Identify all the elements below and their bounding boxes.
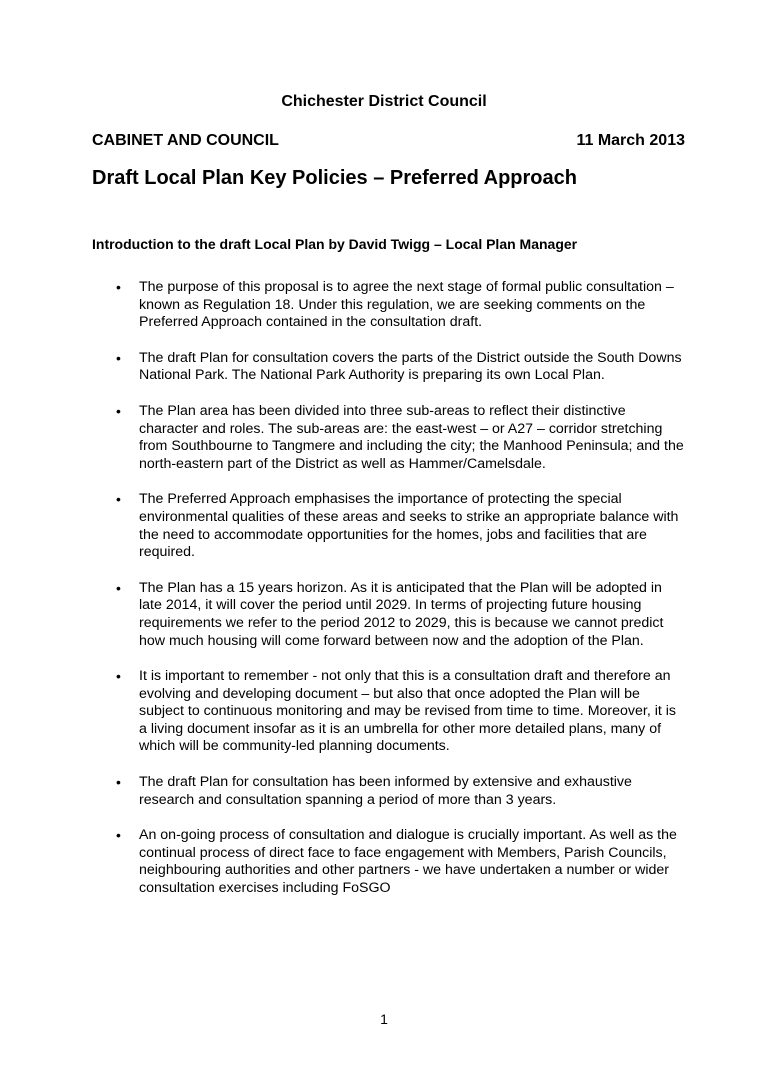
list-item bbox=[0, 827, 768, 897]
bullet-icon: • bbox=[116, 774, 121, 791]
meeting-date: 11 March 2013 bbox=[576, 132, 685, 149]
list-item bbox=[0, 350, 768, 385]
bullet-icon: • bbox=[116, 491, 121, 508]
bullet-icon: • bbox=[116, 827, 121, 844]
intro-heading: Introduction to the draft Local Plan by David Twigg – Local Plan Manager bbox=[92, 236, 578, 252]
bullet-icon: • bbox=[116, 279, 121, 295]
list-item bbox=[0, 491, 768, 561]
list-item-text: The Plan has a 15 years horizon. As it is anticipated that the Plan will be adopted in late 2014, it will cover the period until 2029. In terms of projecting future housing requirements we refer to the period 2012 to 2029, this is because we cannot predict how much housing will come forward between now and the adoption of the Plan. bbox=[139, 579, 664, 649]
bullet-list bbox=[0, 279, 768, 916]
list-item-text: The draft Plan for consultation covers the parts of the District outside the South Downs National Park. The National Park Authority is preparing its own Local Plan. bbox=[139, 349, 682, 384]
list-item-text: The Plan area has been divided into three sub-areas to reflect their distinctive character and roles. The sub-areas are: the east-west – or A27 – corridor stretching from Southbourne to Tangmere and including the city; the Manhood Peninsula; and the north-eastern part of the District as well as Hammer/Camelsdale. bbox=[139, 402, 684, 472]
bullet-icon: • bbox=[116, 349, 121, 366]
list-item-text: The purpose of this proposal is to agree the next stage of formal public consultation – known as Regulation 18. Under this regulation, we are seeking comments on the Preferred Approach contained in the consultation draft. bbox=[139, 279, 674, 331]
list-item bbox=[0, 774, 768, 809]
bullet-icon: • bbox=[116, 579, 121, 596]
list-item-text: It is important to remember - not only that this is a consultation draft and therefore an evolving and developing document – but also that once adopted the Plan will be subject to continuous monitoring and may be revised from time to time. Moreover, it is a living document insofar as it is an umbrella for other more detailed plans, many of which will be community-led planning documents. bbox=[139, 668, 676, 755]
document-title: Draft Local Plan Key Policies – Preferred Approach bbox=[92, 167, 577, 189]
list-item bbox=[0, 668, 768, 756]
page-number: 1 bbox=[380, 1011, 388, 1027]
meeting-name: CABINET AND COUNCIL bbox=[92, 132, 279, 149]
bullet-icon: • bbox=[116, 668, 121, 685]
list-item bbox=[0, 403, 768, 473]
list-item bbox=[0, 279, 768, 332]
list-item-text: The Preferred Approach emphasises the importance of protecting the special environmental qualities of these areas and seeks to strike an appropriate balance with the need to accommodate opportunities for the homes, jobs and facilities that are required. bbox=[139, 491, 679, 561]
list-item-text: An on-going process of consultation and dialogue is crucially important. As well as the continual process of direct face to face engagement with Members, Parish Councils, neighbouring authorities and other partners - we have undertaken a number or wider consultation exercises including FoSGO bbox=[139, 827, 677, 897]
council-name: Chichester District Council bbox=[281, 93, 487, 110]
bullet-icon: • bbox=[116, 402, 121, 419]
list-item bbox=[0, 580, 768, 650]
list-item-text: The draft Plan for consultation has been informed by extensive and exhaustive research and consultation spanning a period of more than 3 years. bbox=[139, 774, 632, 808]
